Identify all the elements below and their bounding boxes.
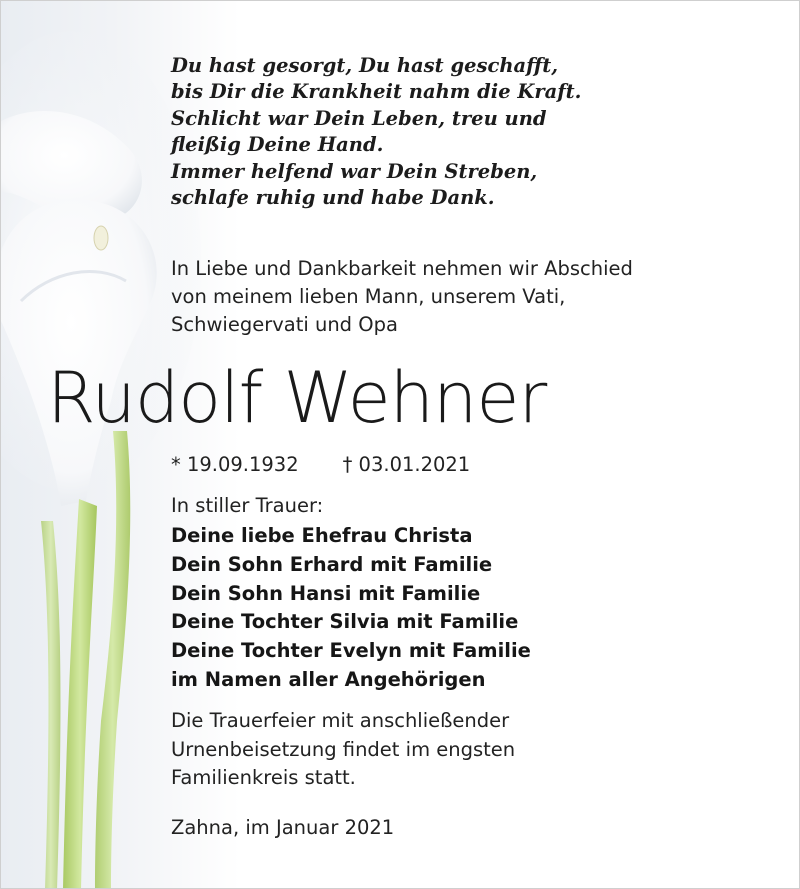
verse-line: Immer helfend war Dein Streben, bbox=[171, 159, 538, 183]
intro-line: Schwiegervati und Opa bbox=[171, 313, 398, 336]
birth-date: * 19.09.1932 bbox=[171, 453, 299, 476]
deceased-name: Rudolf Wehner bbox=[47, 357, 547, 439]
life-dates bbox=[171, 451, 470, 479]
farewell-intro bbox=[171, 255, 633, 339]
verse-line: schlafe ruhig und habe Dank. bbox=[171, 186, 495, 210]
mourners-list bbox=[171, 522, 531, 695]
service-line: Die Trauerfeier mit anschließender bbox=[171, 709, 510, 732]
verse-line: fleißig Deine Hand. bbox=[171, 133, 384, 157]
verse-line: bis Dir die Krankheit nahm die Kraft. bbox=[171, 80, 582, 104]
intro-line: In Liebe und Dankbarkeit nehmen wir Abschied bbox=[171, 257, 633, 280]
mourner-item: Dein Sohn Erhard mit Familie bbox=[171, 552, 493, 576]
mourner-item: Deine Tochter Silvia mit Familie bbox=[171, 610, 519, 634]
mourner-item: Deine liebe Ehefrau Christa bbox=[171, 524, 473, 547]
mourning-label: In stiller Trauer: bbox=[171, 494, 324, 517]
service-line: Urnenbeisetzung findet im engsten bbox=[171, 737, 516, 761]
memorial-verse bbox=[171, 53, 581, 211]
death-date: † 03.01.2021 bbox=[342, 453, 471, 476]
mourner-item: Dein Sohn Hansi mit Familie bbox=[171, 581, 481, 605]
mourner-item: im Namen aller Angehörigen bbox=[171, 667, 486, 691]
verse-line: Du hast gesorgt, Du hast geschafft, bbox=[171, 54, 559, 77]
mourner-item: Deine Tochter Evelyn mit Familie bbox=[171, 639, 531, 663]
verse-line: Schlicht war Dein Leben, treu und bbox=[171, 106, 547, 130]
intro-line: von meinem lieben Mann, unserem Vati, bbox=[171, 285, 566, 308]
place-date: Zahna, im Januar 2021 bbox=[171, 816, 395, 839]
service-note bbox=[171, 707, 515, 793]
service-line: Familienkreis statt. bbox=[171, 766, 356, 789]
